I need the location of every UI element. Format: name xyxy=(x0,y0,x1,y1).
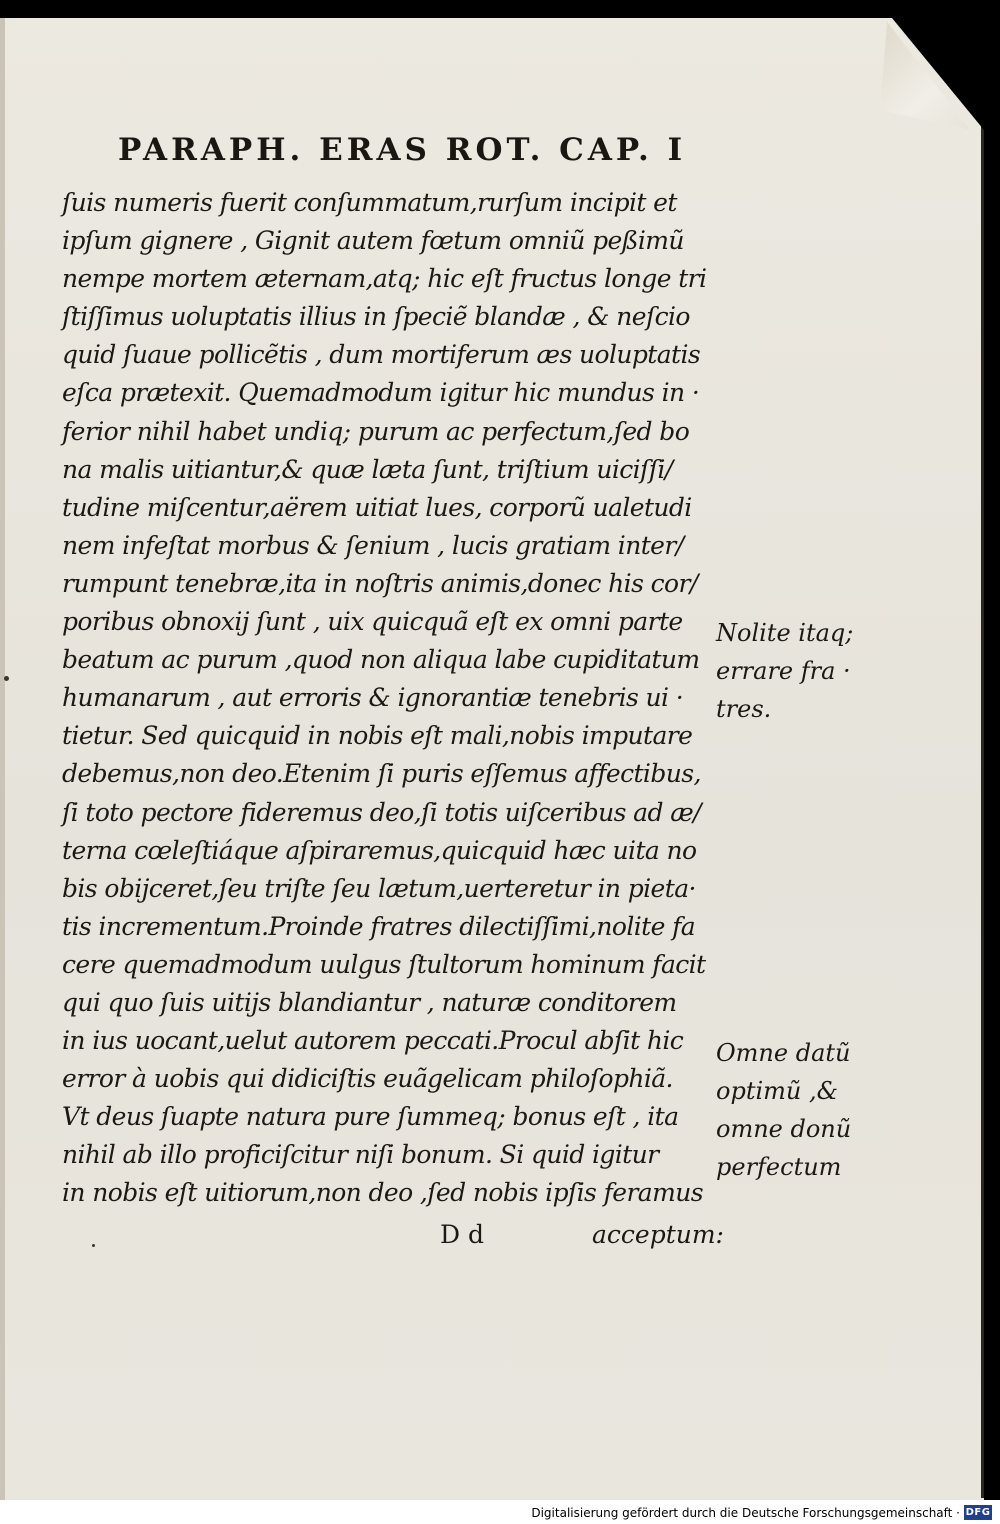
text-line: beatum ac purum ,quod non aliqua labe cupiditatum xyxy=(62,645,700,675)
footer-credit: Digitalisierung gefördert durch die Deutsche Forschungsgemeinschaft · xyxy=(531,1506,960,1520)
dfg-logo-icon: DFG xyxy=(965,1507,991,1518)
marginal-note-line: omne donũ xyxy=(716,1115,852,1143)
marginal-note-2 xyxy=(716,1034,886,1186)
text-line: tis incrementum.Proinde fratres dilectiſſimi,nolite fa xyxy=(62,911,696,941)
marginal-note-line: tres. xyxy=(716,695,772,723)
text-line: in ius uocant,uelut autorem peccati.Procul abſit hic xyxy=(62,1026,684,1056)
text-line: na malis uitiantur,& quæ læta ſunt, triſtium uiciſſi/ xyxy=(62,454,673,484)
text-line: bis obijceret,ſeu triſte ſeu lætum,uerteretur in pieta· xyxy=(62,873,696,903)
text-line: rumpunt tenebræ,ita in noſtris animis,donec his cor/ xyxy=(62,568,698,598)
marginal-note-line: optimũ ,& xyxy=(716,1077,838,1105)
marginal-note-line: perfectum xyxy=(716,1153,842,1181)
text-line: tudine miſcentur,aërem uitiat lues, corporũ ualetudi xyxy=(62,492,692,522)
marginal-note-line: Omne datũ xyxy=(716,1039,851,1067)
marginal-note-1 xyxy=(716,614,886,728)
text-line: nem infeſtat morbus & ſenium , lucis gratiam inter/ xyxy=(62,530,684,560)
text-line: ſi toto pectore fideremus deo,ſi totis uiſceribus ad æ/ xyxy=(62,797,701,827)
text-line: ſtiſſimus uoluptatis illius in ſpeciẽ blandæ , & neſcio xyxy=(62,302,690,332)
page-edge xyxy=(981,18,984,1498)
text-line: nempe mortem æternam,atq; hic eſt fructus longe tri xyxy=(62,264,707,294)
paper-speck xyxy=(92,1244,95,1247)
text-line: ſuis numeris fuerit conſummatum,rurſum incipit et xyxy=(62,188,677,217)
signature-mark: D d xyxy=(440,1220,484,1249)
text-line: debemus,non deo.Etenim ſi puris eſſemus affectibus, xyxy=(62,759,701,789)
text-line: ipſum gignere , Gignit autem fœtum omniũ peßimũ xyxy=(62,226,684,256)
body-text xyxy=(62,184,722,1213)
marginal-note-line: Nolite itaq; xyxy=(716,619,854,647)
footer-bar xyxy=(0,1500,1000,1524)
text-line: quid ſuaue pollicẽtis , dum mortiferum æs uoluptatis xyxy=(62,340,701,370)
text-line: in nobis eſt uitiorum,non deo ,ſed nobis ipſis feramus xyxy=(62,1178,703,1208)
text-line: error à uobis qui didiciſtis euãgelicam philoſophiã. xyxy=(62,1064,673,1094)
text-line: poribus obnoxij ſunt , uix quicquã eſt ex omni parte xyxy=(62,607,683,637)
text-line: tietur. Sed quicquid in nobis eſt mali,nobis imputare xyxy=(62,721,693,751)
text-line: terna cœleſtiáque aſpiraremus,quicquid hæc uita no xyxy=(62,835,697,865)
text-line: humanarum , aut erroris & ignorantiæ tenebris ui · xyxy=(62,683,684,713)
text-line: ferior nihil habet undiq; purum ac perfectum,ſed bo xyxy=(62,416,690,446)
marginal-note-line: errare fra · xyxy=(716,657,851,685)
catchword: acceptum: xyxy=(592,1220,724,1249)
text-line: eſca prætexit. Quemadmodum igitur hic mundus in · xyxy=(62,378,700,408)
running-head: PARAPH. ERAS ROT. CAP. I xyxy=(118,132,687,168)
text-line: cere quemadmodum uulgus ſtultorum hominum facit xyxy=(62,949,706,979)
text-line: qui quo ſuis uitijs blandiantur , naturæ conditorem xyxy=(62,987,677,1017)
text-line: Vt deus ſuapte natura pure ſummeq; bonus eſt , ita xyxy=(62,1102,679,1132)
text-line: nihil ab illo proficiſcitur niſi bonum. Si quid igitur xyxy=(62,1140,659,1170)
paper-speck xyxy=(4,676,9,681)
